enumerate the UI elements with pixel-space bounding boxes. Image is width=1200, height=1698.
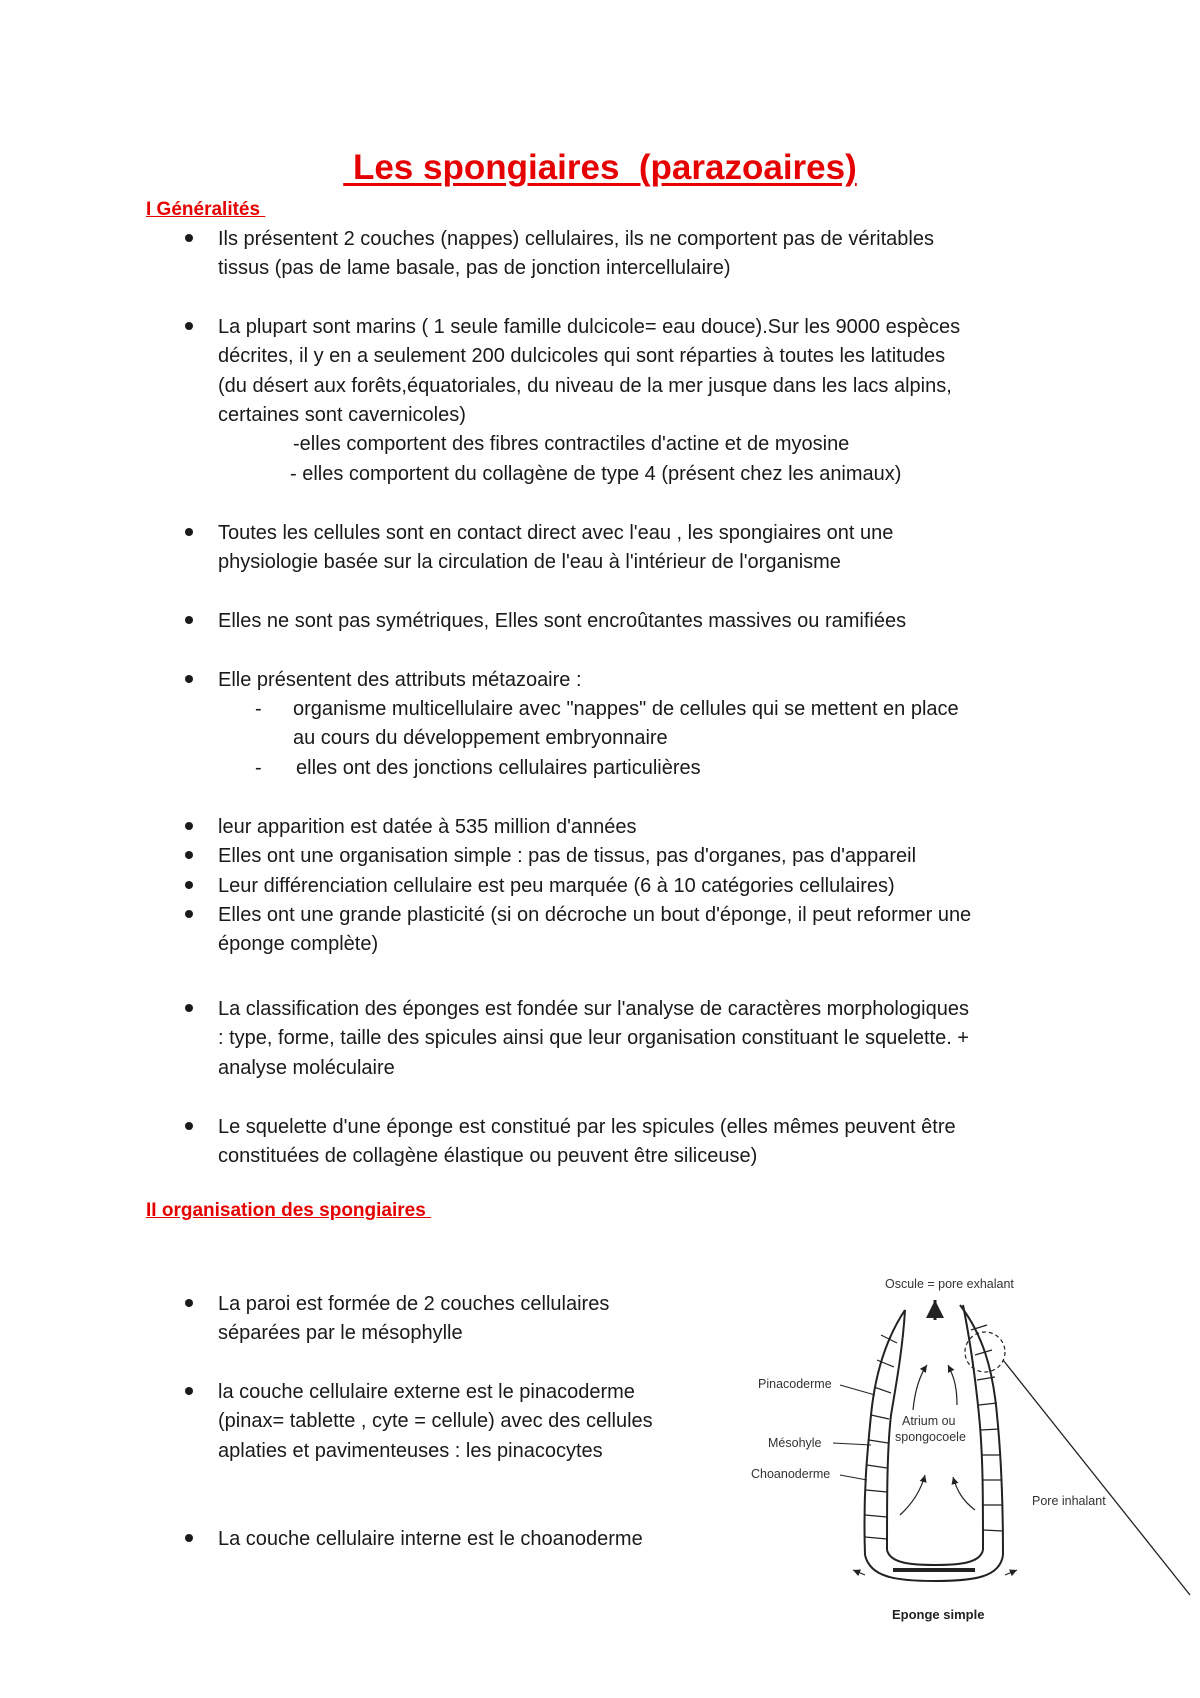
bullet-marker — [185, 1299, 193, 1307]
diagram-caption: Eponge simple — [892, 1607, 985, 1622]
bullet-item: La paroi est formée de 2 couches cellulaires séparées par le mésophylle — [218, 1293, 610, 1345]
bullet-item: Le squelette d'une éponge est constitué par les spicules (elles mêmes peuvent être constituées de collagène élastique ou peuvent être siliceuse) — [218, 1116, 956, 1168]
bullet-marker — [185, 322, 193, 330]
bullet-marker — [185, 1122, 193, 1130]
bullet-item: Elle présentent des attributs métazoaire : — [218, 669, 582, 691]
dash-marker: - — [255, 698, 262, 720]
bullet-item: La couche cellulaire interne est le choanoderme — [218, 1528, 643, 1550]
bullet-item: La plupart sont marins ( 1 seule famille dulcicole= eau douce).Sur les 9000 espèces décrites, il y en a seulement 200 dulcicoles qui sont réparties à toutes les latitudes (du désert aux forêts,équatoriales, du niveau de la mer jusque dans les lacs alpins, certaines sont cavernicoles) — [218, 316, 961, 426]
bullet-marker — [185, 1387, 193, 1395]
sponge-diagram-svg — [735, 1265, 1200, 1635]
zoom-indicator — [965, 1332, 1190, 1595]
dash-marker: - — [255, 757, 262, 779]
dash-item: elles ont des jonctions cellulaires particulières — [296, 757, 701, 779]
bullet-item: la couche cellulaire externe est le pinacoderme (pinax= tablette , cyte = cellule) avec des cellules aplaties et pavimenteuses : les pinacocytes — [218, 1381, 653, 1462]
bullet-item: Elles ne sont pas symétriques, Elles sont encroûtantes massives ou ramifiées — [218, 610, 907, 632]
bullet-marker — [185, 851, 193, 859]
bullet-marker — [185, 1004, 193, 1012]
label-oscule: Oscule = pore exhalant — [885, 1277, 1014, 1291]
bullet-item: Elles ont une organisation simple : pas de tissus, pas d'organes, pas d'appareil — [218, 845, 917, 867]
bullet-marker — [185, 616, 193, 624]
sponge-base — [865, 1550, 1003, 1581]
bullet-item: Elles ont une grande plasticité (si on décroche un bout d'éponge, il peut reformer une éponge complète) — [218, 904, 972, 956]
label-pore-inhalant: Pore inhalant — [1032, 1494, 1106, 1508]
bullet-item: Ils présentent 2 couches (nappes) cellulaires, ils ne comportent pas de véritables tissus (pas de lame basale, pas de jonction intercellulaire) — [218, 228, 934, 280]
bullet-marker — [185, 822, 193, 830]
sponge-diagram — [735, 1265, 1200, 1635]
page-title: Les spongiaires (parazoaires) — [343, 148, 857, 187]
label-pinacoderme: Pinacoderme — [758, 1377, 832, 1391]
label-choanoderme: Choanoderme — [751, 1467, 831, 1481]
bullet-marker — [185, 234, 193, 242]
bullet-item: leur apparition est datée à 535 million d'années — [218, 816, 637, 838]
sponge-wall-right — [960, 1305, 1003, 1555]
dash-item: organisme multicellulaire avec "nappes" de cellules qui se mettent en place au cours du développement embryonnaire — [293, 698, 959, 750]
indented-line: - elles comportent du collagène de type 4 (présent chez les animaux) — [290, 463, 902, 485]
bullet-marker — [185, 910, 193, 918]
bullet-marker — [185, 881, 193, 889]
bullet-marker — [185, 528, 193, 536]
bullet-item: Toutes les cellules sont en contact direct avec l'eau , les spongiaires ont une physiologie basée sur la circulation de l'eau à l'intérieur de l'organisme — [218, 522, 894, 574]
bullet-item: Leur différenciation cellulaire est peu marquée (6 à 10 catégories cellulaires) — [218, 875, 895, 897]
bullet-marker — [185, 1534, 193, 1542]
bullet-item: La classification des éponges est fondée sur l'analyse de caractères morphologiques : type, forme, taille des spicules ainsi que leur organisation constituant le squelette. + analyse moléculaire — [218, 998, 969, 1079]
bullet-marker — [185, 675, 193, 683]
label-atrium: Atrium ou — [902, 1414, 956, 1428]
section-heading-generalites: I Généralités — [146, 199, 266, 220]
label-spongocoele: spongocoele — [895, 1430, 966, 1444]
section-heading-organisation: II organisation des spongiaires — [146, 1200, 432, 1221]
indented-line: -elles comportent des fibres contractiles d'actine et de myosine — [293, 433, 850, 455]
label-mesohyle: Mésohyle — [768, 1436, 822, 1450]
